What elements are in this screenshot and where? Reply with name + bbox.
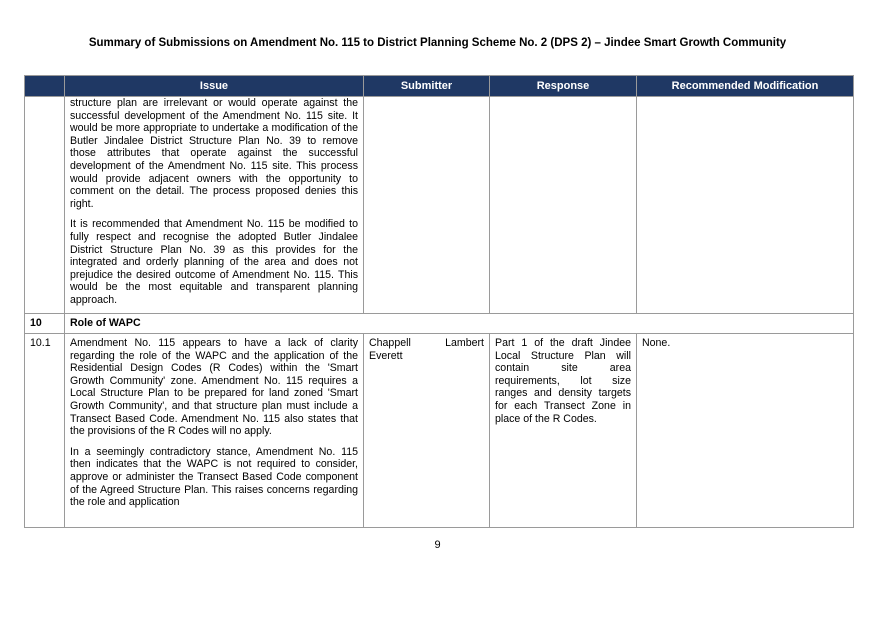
response-cell xyxy=(490,97,637,314)
issue-cell xyxy=(65,334,364,528)
header-response: Response xyxy=(490,76,637,97)
response-text: Part 1 of the draft Jindee Local Structure Plan will contain site area requirements, lot size ranges and density targets for each Transect Zone in place of the R Codes. xyxy=(495,337,631,425)
header-issue: Issue xyxy=(65,76,364,97)
page-number: 9 xyxy=(434,539,441,551)
section-title: Role of WAPC xyxy=(65,314,854,334)
document-title: Summary of Submissions on Amendment No. 115 to District Planning Scheme No. 2 (DPS 2) – Jindee Smart Growth Community xyxy=(88,37,787,49)
table-row xyxy=(25,97,854,314)
issue-paragraph: Amendment No. 115 appears to have a lack of clarity regarding the role of the WAPC and the application of the Residential Design Codes (R Codes) within the 'Smart Growth Community' zone. Amendment No. 115 requires a Local Structure Plan to be prepared for land zoned 'Smart Growth Community', and that structure plan must include a Transect Based Code. Amendment No. 115 also states that the provisions of the R Codes will no apply. xyxy=(70,337,358,438)
submissions-table xyxy=(24,75,854,528)
response-cell xyxy=(490,334,637,528)
section-number: 10 xyxy=(25,314,65,334)
issue-paragraph: It is recommended that Amendment No. 115 be modified to fully respect and recognise the adopted Butler Jindalee District Structure Plan No. 39 as this provides for the integrated and orderly planning of the area and does not prejudice the desired outcome of Amendment No. 115. This would be the most equitable and transparent planning approach. xyxy=(70,218,358,306)
section-row xyxy=(25,314,854,334)
table-row xyxy=(25,334,854,528)
row-number xyxy=(25,97,65,314)
issue-paragraph: In a seemingly contradictory stance, Amendment No. 115 then indicates that the WAPC is not required to consider, approve or administer the Transect Based Code component of the Agreed Structure Plan. This raises concerns regarding the role and application xyxy=(70,445,358,509)
issue-paragraph: structure plan are irrelevant or would operate against the successful development of the Amendment No. 115 site. It would be more appropriate to undertake a modification of the Butler Jindalee District Structure Plan No. 39 to remove those attributes that operate against the successful development of the Amendment No. 115 site. This process would provide adjacent owners with the opportunity to comment on the detail. The process proposed denies this right. xyxy=(70,97,358,210)
header-submitter: Submitter xyxy=(364,76,490,97)
modification-cell: None. xyxy=(637,334,854,528)
modification-cell xyxy=(637,97,854,314)
header-recommended-modification: Recommended Modification xyxy=(637,76,854,97)
submitter-cell xyxy=(364,334,490,528)
row-number: 10.1 xyxy=(25,334,65,528)
issue-cell xyxy=(65,97,364,314)
submitter-text: Chappell Lambert Everett xyxy=(369,337,484,362)
submitter-cell xyxy=(364,97,490,314)
table-header-row xyxy=(25,76,854,97)
header-number xyxy=(25,76,65,97)
